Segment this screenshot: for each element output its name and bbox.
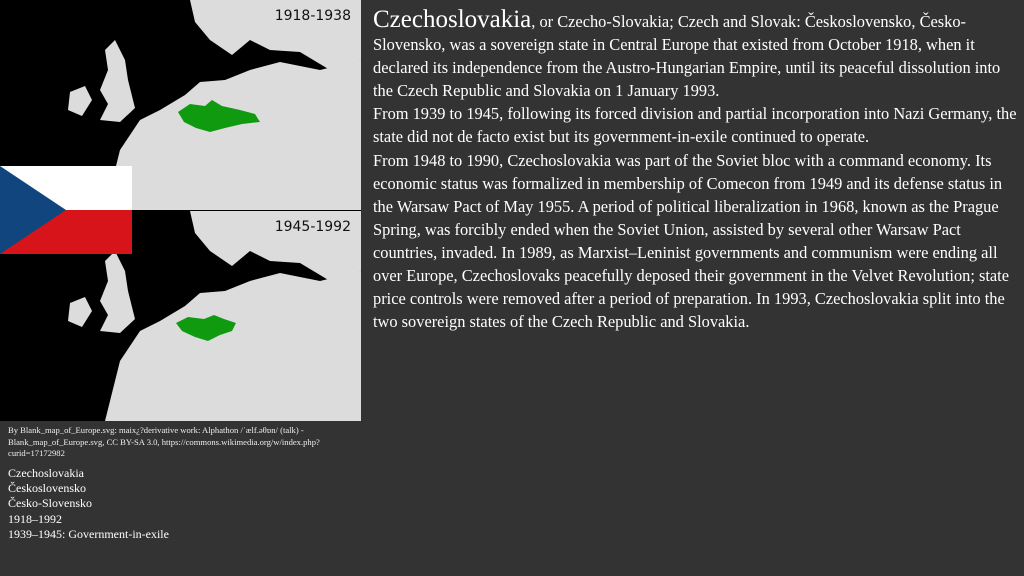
name-list (8, 466, 348, 542)
czechoslovak-flag (0, 166, 132, 254)
paragraph-1 (373, 8, 1019, 102)
paragraph-3: From 1948 to 1990, Czechoslovakia was part of the Soviet bloc with a command economy. Its economic status was formalized in membership of Comecon from 1949 and its defense status in the Warsaw Pact of May 1955. A period of political liberalization in 1968, known as the Prague Spring, was forcibly ended when the Soviet Union, assisted by several other Warsaw Pact countries, invaded. In 1989, as Marxist–Leninist governments and communism were ending all over Europe, Czechoslovaks peacefully deposed their government in the Velvet Revolution; state price controls were removed after a period of preparation. In 1993, Czechoslovakia split into the two sovereign states of the Czech Republic and Slovakia. (373, 150, 1010, 332)
paragraph-2: From 1939 to 1945, following its forced division and partial incorporation into Nazi Germany, the state did not de facto exist but its government-in-exile continued to operate. (373, 104, 1017, 147)
name-item: 1918–1992 (8, 511, 62, 526)
article-text (373, 8, 1019, 333)
name-item: Československo (8, 481, 86, 496)
flag-icon (0, 166, 132, 254)
name-item: Česko-Slovensko (8, 496, 92, 511)
name-item: Czechoslovakia (8, 466, 84, 480)
article-title: Czechoslovakia (373, 6, 532, 33)
name-item: 1939–1945: Government-in-exile (8, 526, 169, 541)
period-label-1945-1992: 1945-1992 (274, 219, 351, 235)
period-label-1918-1938: 1918-1938 (274, 8, 351, 24)
image-credit: By Blank_map_of_Europe.svg: maix¿?derivative work: Alphathon /ˈælf.əθɒn/ (talk) - Blank_map_of_Europe.svg, CC BY-SA 3.0, https://commons.wikimedia.org/w/index.php?curid=17172982 (8, 425, 320, 458)
paragraph-1-text: , or Czecho-Slovakia; Czech and Slovak: Československo, Česko-Slovensko, was a sovereign state in Central Europe that existed from October 1918, when it declared its independence from the Austro-Hungarian Empire, until its peaceful dissolution into the Czech Republic and Slovakia on 1 January 1993. (373, 12, 1001, 101)
